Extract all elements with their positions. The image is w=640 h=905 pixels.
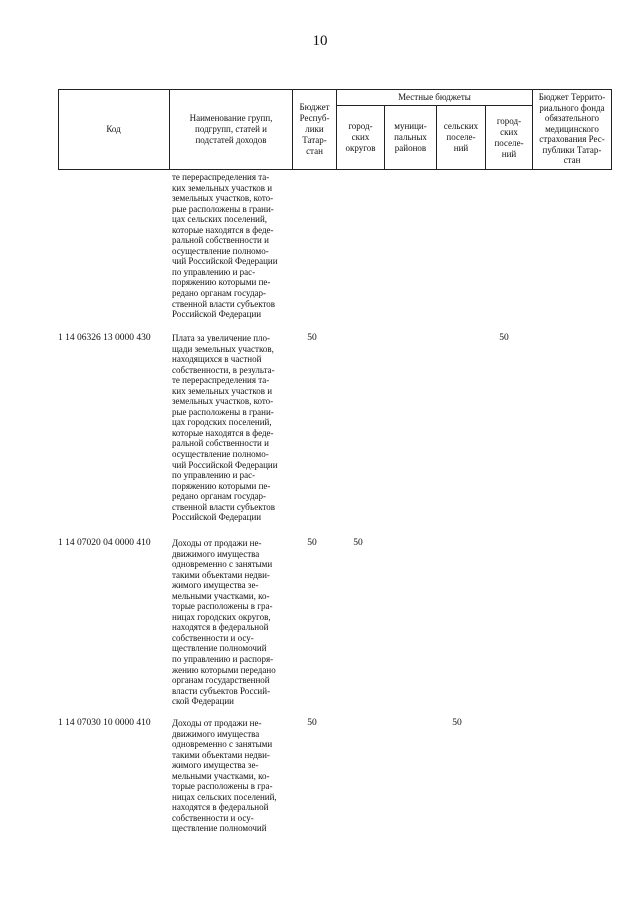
row-name: Доходы от продажи не- движимого имущества одновременно с занятыми такими объектами недви- жимого имущества зе- мельными участками, ко- торые расположены в гра- ницах сельских поселений, находятся в федеральной собственности и осу- ществление полномочий (172, 718, 277, 834)
table-header (58, 89, 612, 170)
row-value-budget-rt: 50 (307, 538, 317, 548)
header-municipal-districts: муници- пальных районов (394, 121, 427, 153)
header-code: Код (106, 123, 121, 134)
header-urban-settlements: город- ских поселе- ний (494, 115, 524, 159)
header-rural-settlements: сельских поселе- ний (443, 121, 479, 153)
header-city-districts: город- ских округов (345, 121, 376, 153)
page-number: 10 (312, 33, 328, 49)
row-value-urban: 50 (499, 333, 509, 343)
header-local-budgets: Местные бюджеты (398, 91, 471, 102)
row-value-budget-rt: 50 (307, 333, 317, 343)
row-code: 1 14 06326 13 0000 430 (58, 333, 151, 343)
row-value-budget-rt: 50 (307, 718, 317, 728)
header-budget-rt: Бюджет Респуб- лики Татар- стан (299, 101, 330, 156)
row-name: те перераспределения та- ких земельных участков и земельных участков, кото- рые расположены в грани- цах сельских поселений, которые находятся в феде- ральной собственности и осуществление полномо- чий Российской Федерации по управлению и рас- поряжению которыми пе- редано органам государ- ственной власти субъектов Российской Федерации (172, 172, 278, 320)
row-value-rural: 50 (452, 718, 462, 728)
row-code: 1 14 07020 04 0000 410 (58, 538, 151, 548)
row-value-city: 50 (353, 538, 363, 548)
row-code: 1 14 07030 10 0000 410 (58, 718, 151, 728)
row-name: Плата за увеличение пло- щади земельных участков, находящихся в частной собственности, в результа- те перераспределения та- ких земельных участков и земельных участков, кото- рые расположены в грани- цах городских поселений, которые находятся в феде- ральной собственности и осуществление полномо- чий Российской Федерации по управлению и рас- поряжению которыми пе- редано органам государ- ственной власти субъектов Российской Федерации (172, 333, 278, 523)
header-name: Наименование групп, подгрупп, статей и подстатей доходов (189, 112, 273, 145)
row-name: Доходы от продажи не- движимого имущества одновременно с занятыми такими объектами недви- жимого имущества зе- мельными участками, ко- торые расположены в гра- ницах городских округов, находятся в федеральной собственности и осу- ществление полномочий по управлению и распоря- жению которыми передано органам государственной власти субъектов Россий- ской Федерации (172, 538, 276, 707)
header-territorial-fund: Бюджет Террито- риального фонда обязательного медицинского страхования Рес- публики Татар- стан (538, 92, 606, 166)
